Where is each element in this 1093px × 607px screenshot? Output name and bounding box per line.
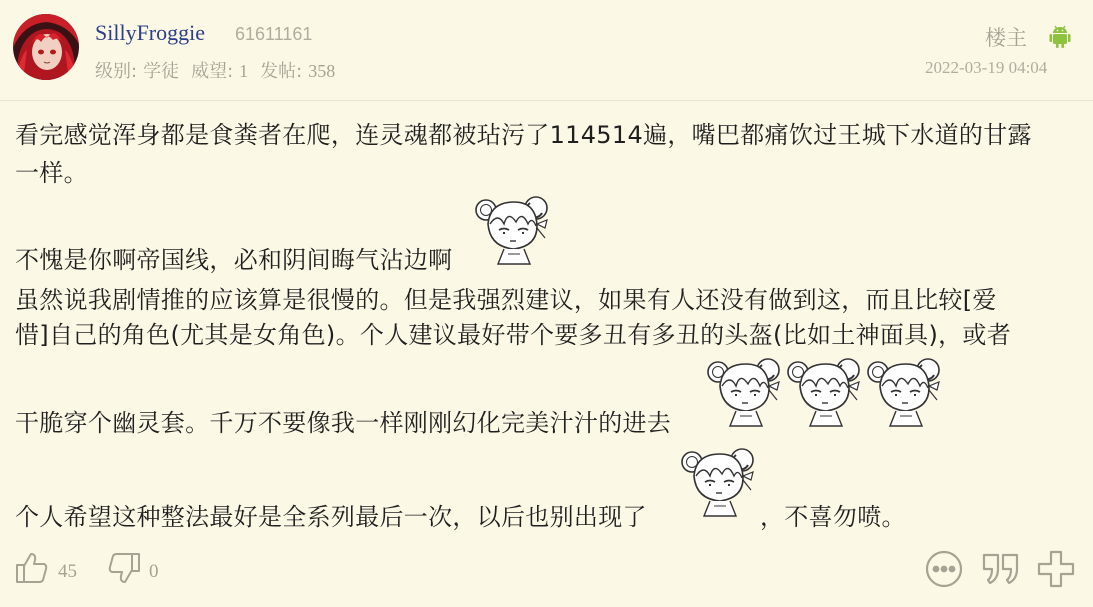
content-line-7a: 个人希望这种整法最好是全系列最后一次，以后也别出现了 xyxy=(15,503,647,531)
plus-icon[interactable] xyxy=(1036,549,1076,594)
anime-girl-sticker xyxy=(866,356,946,428)
dislike-count: 0 xyxy=(149,561,159,582)
avatar[interactable] xyxy=(13,14,79,80)
anime-girl-sticker xyxy=(680,446,760,518)
prestige-label: 威望: xyxy=(191,61,234,82)
android-icon xyxy=(1048,24,1072,48)
posts-label: 发帖: xyxy=(260,61,303,82)
content-line-3: 不愧是你啊帝国线，必和阴间晦气沾边啊 xyxy=(15,246,453,274)
post-header xyxy=(0,0,1093,100)
post-actions xyxy=(0,540,1093,600)
header-divider xyxy=(0,100,1093,101)
anime-girl-sticker xyxy=(706,356,786,428)
content-line-7b: ，不喜勿喷。 xyxy=(760,503,906,531)
posts-value: 358 xyxy=(308,61,336,81)
user-id: 61611161 xyxy=(235,24,313,44)
thumbs-up-icon[interactable] xyxy=(14,550,50,591)
anime-girl-sticker xyxy=(474,194,554,266)
quote-icon[interactable] xyxy=(980,549,1022,594)
content-line-5: 惜]自己的角色(尤其是女角色)。个人建议最好带个要多丑有多丑的头盔(比如土神面具)，或者 xyxy=(15,321,1012,349)
content-line-2: 一样。 xyxy=(15,159,88,187)
level-value: 学徒 xyxy=(143,61,180,82)
username[interactable]: SillyFroggie xyxy=(95,20,206,45)
prestige-value: 1 xyxy=(239,61,249,81)
thumbs-down-icon[interactable] xyxy=(106,550,142,591)
user-stats xyxy=(95,57,347,83)
content-line-1: 看完感觉浑身都是食粪者在爬，连灵魂都被玷污了114514遍，嘴巴都痛饮过王城下水道的甘露 xyxy=(15,121,1032,149)
more-options-icon[interactable] xyxy=(924,549,964,594)
post-timestamp: 2022-03-19 04:04 xyxy=(925,58,1048,77)
content-line-4: 虽然说我剧情推的应该算是很慢的。但是我强烈建议，如果有人还没有做到这，而且比较[爱 xyxy=(15,286,997,314)
like-count: 45 xyxy=(58,561,77,582)
level-label: 级别: xyxy=(95,61,138,82)
red-haired-anime-avatar-icon xyxy=(13,14,79,80)
anime-girl-sticker xyxy=(786,356,866,428)
content-line-6: 干脆穿个幽灵套。千万不要像我一样刚刚幻化完美汁汁的进去 xyxy=(15,409,672,437)
floor-label: 楼主 xyxy=(985,26,1027,50)
